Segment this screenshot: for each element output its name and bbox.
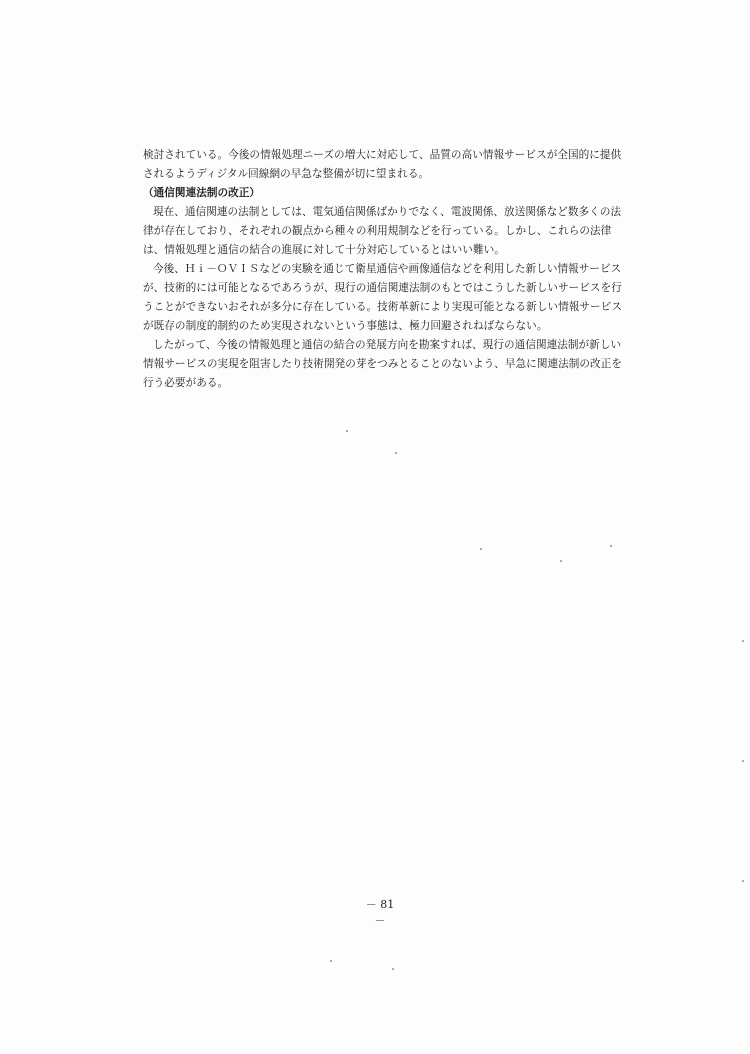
paragraph-start-line: したがって、今後の情報処理と通信の結合の発展方向を勘案すれば、現行の通信関連法制が新しい: [153, 339, 622, 351]
body-line: 情報サービスの実現を阻害したり技術開発の芽をつみとることのないよう、早急に関連法制の改正を: [143, 358, 622, 370]
scan-speck: [560, 560, 562, 562]
scan-speck: [742, 640, 744, 642]
scan-speck: [610, 545, 612, 547]
scan-speck: [480, 548, 482, 550]
scan-speck: [346, 430, 348, 432]
scan-speck: [742, 880, 744, 882]
body-line: 検討されている。今後の情報処理ニーズの増大に対応して、品質の高い情報サービスが全国的に提供: [143, 149, 622, 161]
document-body: [143, 146, 633, 393]
scan-speck: [392, 968, 394, 970]
body-line: 律が存在しており、それぞれの観点から種々の利用規制などを行っている。しかし、これらの法律: [143, 225, 612, 237]
body-line: は、情報処理と通信の結合の進展に対して十分対応しているとはいい難い。: [143, 244, 505, 256]
section-heading: （通信関連法制の改正）: [143, 187, 261, 199]
body-line: されるようディジタル回線網の早急な整備が切に望まれる。: [143, 168, 430, 180]
paragraph-start-line: 現在、通信関連の法制としては、電気通信関係ばかりでなく、電波関係、放送関係など数多くの法: [153, 206, 622, 218]
page-number: － 81 －: [365, 898, 395, 927]
scan-speck: [330, 960, 332, 962]
body-line: が既存の制度的制約のため実現されないという事態は、極力回避されねばならない。: [143, 320, 548, 332]
paragraph-start-line: 今後、Ｈｉ－ＯＶＩＳなどの実験を通じて衛星通信や画像通信などを利用した新しい情報サービス: [153, 263, 622, 275]
body-line: 行う必要がある。: [143, 377, 229, 389]
scan-speck: [395, 452, 397, 454]
body-line: が、技術的には可能となるであろうが、現行の通信関連法制のもとではこうした新しいサービスを行: [143, 282, 622, 294]
body-line: うことができないおそれが多分に存在している。技術革新により実現可能となる新しい情報サービス: [143, 301, 622, 313]
scan-speck: [742, 760, 744, 762]
